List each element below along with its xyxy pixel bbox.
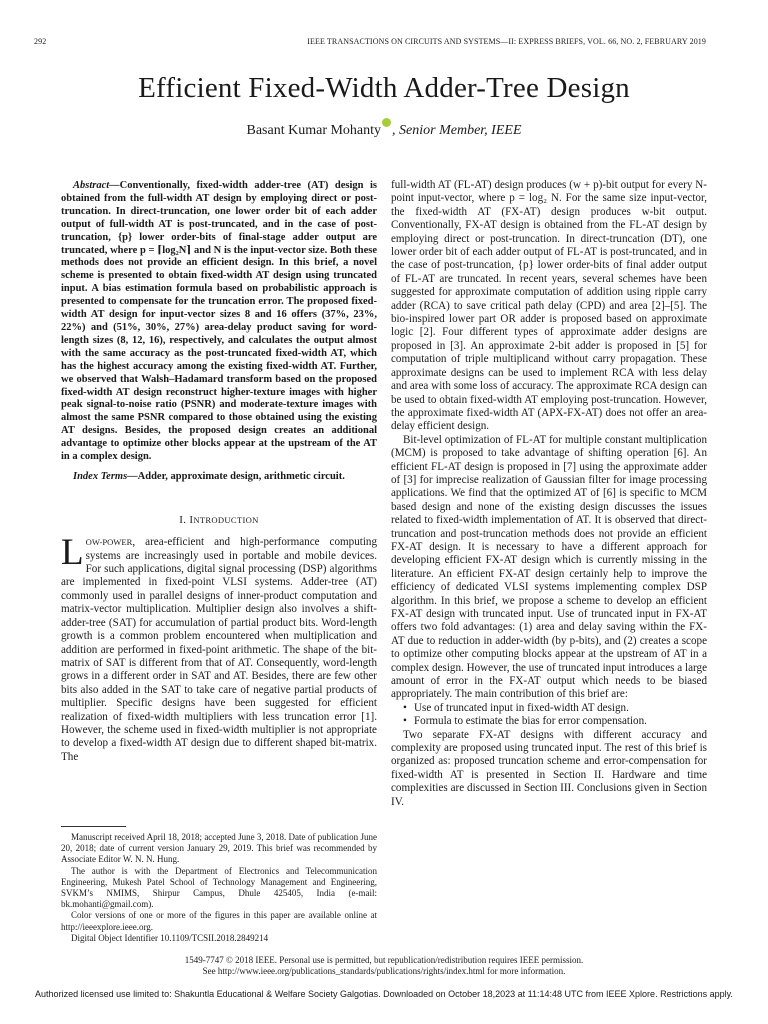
footnote: Color versions of one or more of the figures in this paper are available online at http://ieeexplore.ieee.org. <box>61 910 377 932</box>
abstract-label: Abstract— <box>73 180 120 191</box>
copyright-notice <box>0 955 768 977</box>
left-column <box>61 180 377 764</box>
paper-title: Efficient Fixed-Width Adder-Tree Design <box>138 72 630 104</box>
section-heading <box>61 514 377 527</box>
footnote-rule <box>61 826 126 827</box>
abstract-text: Conventionally, fixed-width adder-tree (AT) design is obtained from the full-width AT design by employing direct or post-truncation. In direct-truncation, one lower order bit of each adder output of full-width AT is post-truncated, and in the case of post-truncation, {p} lower order-bits of final-stage adder output are truncated, where p = ⌈log₂N⌉ and N is the input-vector size. Both these methods does not provide an efficient design. In this brief, a novel scheme is presented to obtain fixed-width AT design using truncated input. A bias estimation formula based on probabilistic approach is presented to compensate for the truncation error. The proposed fixed-width AT design for input-vector sizes 8 and 16 offers (37%, 23%, 22%) and (51%, 30%, 27%) area-delay product saving for word-length sizes (8, 12, 16), respectively, and calculates the output almost with the same accuracy as the post-truncated fixed-width AT, which has the highest accuracy among the existing fixed-width AT. Further, we observed that Walsh–Hadamard transform based on the proposed fixed-width AT design reconstruct higher-texture images with higher peak signal-to-noise ratio (PSNR) and moderate-texture images with almost the same PSNR compared to those obtained using the existing AT designs. Besides, the proposed design creates an additional advantage to optimize other blocks appear at the upstream of the AT in a complex design. <box>61 180 377 463</box>
orcid-icon[interactable] <box>382 118 391 127</box>
abstract <box>61 180 377 464</box>
copyright-line: 1549-7747 © 2018 IEEE. Personal use is permitted, but republication/redistribution requires IEEE permission. <box>184 955 584 965</box>
drop-cap: L <box>61 532 84 574</box>
body-paragraph: Bit-level optimization of FL-AT for multiple constant multiplication (MCM) is proposed to take advantage of shifting operation [6]. An efficient FL-AT design is proposed in [7] using the approximate adder of [3] for imprecise realization of Gaussian filter for image processing applications. We find that the optimized AT of [6] is specific to MCM based design and none of the existing design discusses the issues related to fixed-width implementation of AT. It is observed that direct-truncation and post-truncation methods does not provide an efficient FX-AT design. It is necessary to have a different approach for developing efficient FX-AT design which is currently missing in the literature. An efficient FX-AT design certainly help to improve the efficiency of dedicated VLSI systems implementing complex DSP algorithm. In this brief, we propose a scheme to develop an efficient FX-AT design with truncated input. Use of truncated input in FX-AT offers two fold advantages: (1) area and delay saving within the FX-AT due to reduction in adder-width (by p-bits), and (2) creates a scope to optimize other computing blocks appear at the upstream of AT in a complex design. However, the use of truncated input introduces a large amount of error in the FX-AT output which needs to be biased appropriately. The main contribution of this brief are: <box>391 433 707 701</box>
index-terms-text: Adder, approximate design, arithmetic circuit. <box>137 470 345 482</box>
intro-paragraph <box>61 532 377 764</box>
contribution-list <box>391 702 707 729</box>
author-name: Basant Kumar Mohanty <box>246 123 382 138</box>
intro-lead: OW-POWER <box>85 537 133 548</box>
section-title-first: I <box>189 513 194 526</box>
authorized-use-notice: Authorized licensed use limited to: Shakuntla Educational & Welfare Society Galgotias. Downloaded on October 18,2023 at 11:14:48 UTC from IEEE Xplore. Restrictions apply. <box>35 989 733 999</box>
index-terms-label: Index Terms— <box>73 470 138 482</box>
copyright-link-line[interactable]: See http://www.ieee.org/publications_standards/publications/rights/index.html for more information. <box>202 966 566 976</box>
list-item: • Use of truncated input in fixed-width AT design. <box>403 702 707 715</box>
footnotes <box>61 832 377 944</box>
footnote: Digital Object Identifier 10.1109/TCSII.2018.2849214 <box>71 932 269 943</box>
journal-header: IEEE TRANSACTIONS ON CIRCUITS AND SYSTEMS—II: EXPRESS BRIEFS, VOL. 66, NO. 2, FEBRUARY 2019 <box>307 37 706 46</box>
body-paragraph: Two separate FX-AT designs with different accuracy and complexity are proposed using truncated input. The rest of this brief is organized as: proposed truncation scheme and error-compensation for fixed-width AT is presented in Section II. Hardware and time complexities are discussed in Section III. Conclusions given in Section IV. <box>391 728 707 808</box>
section-title-rest: NTRODUCTION <box>193 514 259 525</box>
intro-text: , area-efficient and high-performance computing systems are increasingly used in portable and mobile devices. For such applications, digital signal processing (DSP) algorithms are implemented in fixed-point VLSI systems. Adder-tree (AT) commonly used in parallel designs of inner-product computation and matrix-vector multiplication. Multiplier design also involves a shift-adder-tree (SAT) for accumulation of partial product bits. Word-length growth is a common problem encountered when multiplication and addition are performed in fixed-point arithmetic. The shape of the bit-matrix of SAT is different from that of AT. Consequently, word-length grows in a different order in SAT and AT. Besides, there are few other bits also added in the SAT to take care of negative partial products of multiplier. Specific designs have been suggested for efficient realization of fixed-width multipliers with less truncation error [1]. However, the scheme used in fixed-width multiplier is not appropriate to develop a fixed-width AT design due to different shaped bit-matrix. The <box>61 536 377 763</box>
right-column <box>391 179 707 809</box>
list-item: • Formula to estimate the bias for error compensation. <box>403 715 707 728</box>
author-line <box>0 118 768 139</box>
author-role: , Senior Member, IEEE <box>392 123 522 138</box>
footnote: The author is with the Department of Electronics and Telecommunication Engineering, Mukesh Patel School of Technology Management and Engineering, SVKM’s NMIMS, Shirpur Campus, Dhule 425405, India (e-mail: bk.mohanti@gmail.com). <box>61 865 377 910</box>
page-number: 292 <box>34 37 47 46</box>
index-terms <box>61 471 377 484</box>
footnote: Manuscript received April 18, 2018; accepted June 3, 2018. Date of publication June 20, 2018; date of current version January 29, 2019. This brief was recommended by Associate Editor W. N. N. Hung. <box>61 832 377 865</box>
body-paragraph: full-width AT (FL-AT) design produces (w + p)-bit output for every N-point input-vector, where p = log₂ N. For the same size input-vector, the fixed-width AT (FX-AT) design produces w-bit output. Conventionally, FX-AT design is obtained from the FL-AT design by employing direct or post-truncation. In direct-truncation (DT), one lower order bit of each adder output of FL-AT is post-truncated, and in the case of post-truncation, {p} lower order-bits of final adder output of FL-AT are truncated. In recent years, several schemes have been suggested for approximate computation of addition using ripple carry adder (RCA) to save critical path delay (CPD) and area [2]–[5]. The bio-inspired lower part OR adder is proposed based on approximate logic [2]. Four different types of approximate adder designs are proposed in [3]. An approximate 2-bit adder is proposed in [5] for computation of triple multiplicand without carry propagation. These approximate designs can be used to implement RCA with less delay and area with some loss of accuracy. The approximate RCA design can be used to obtain fixed-width AT employing post-truncation. However, the approximate fixed-width AT (APX-FX-AT) does not offer an area-delay efficient design. <box>391 179 707 433</box>
section-number: I. <box>179 513 187 526</box>
